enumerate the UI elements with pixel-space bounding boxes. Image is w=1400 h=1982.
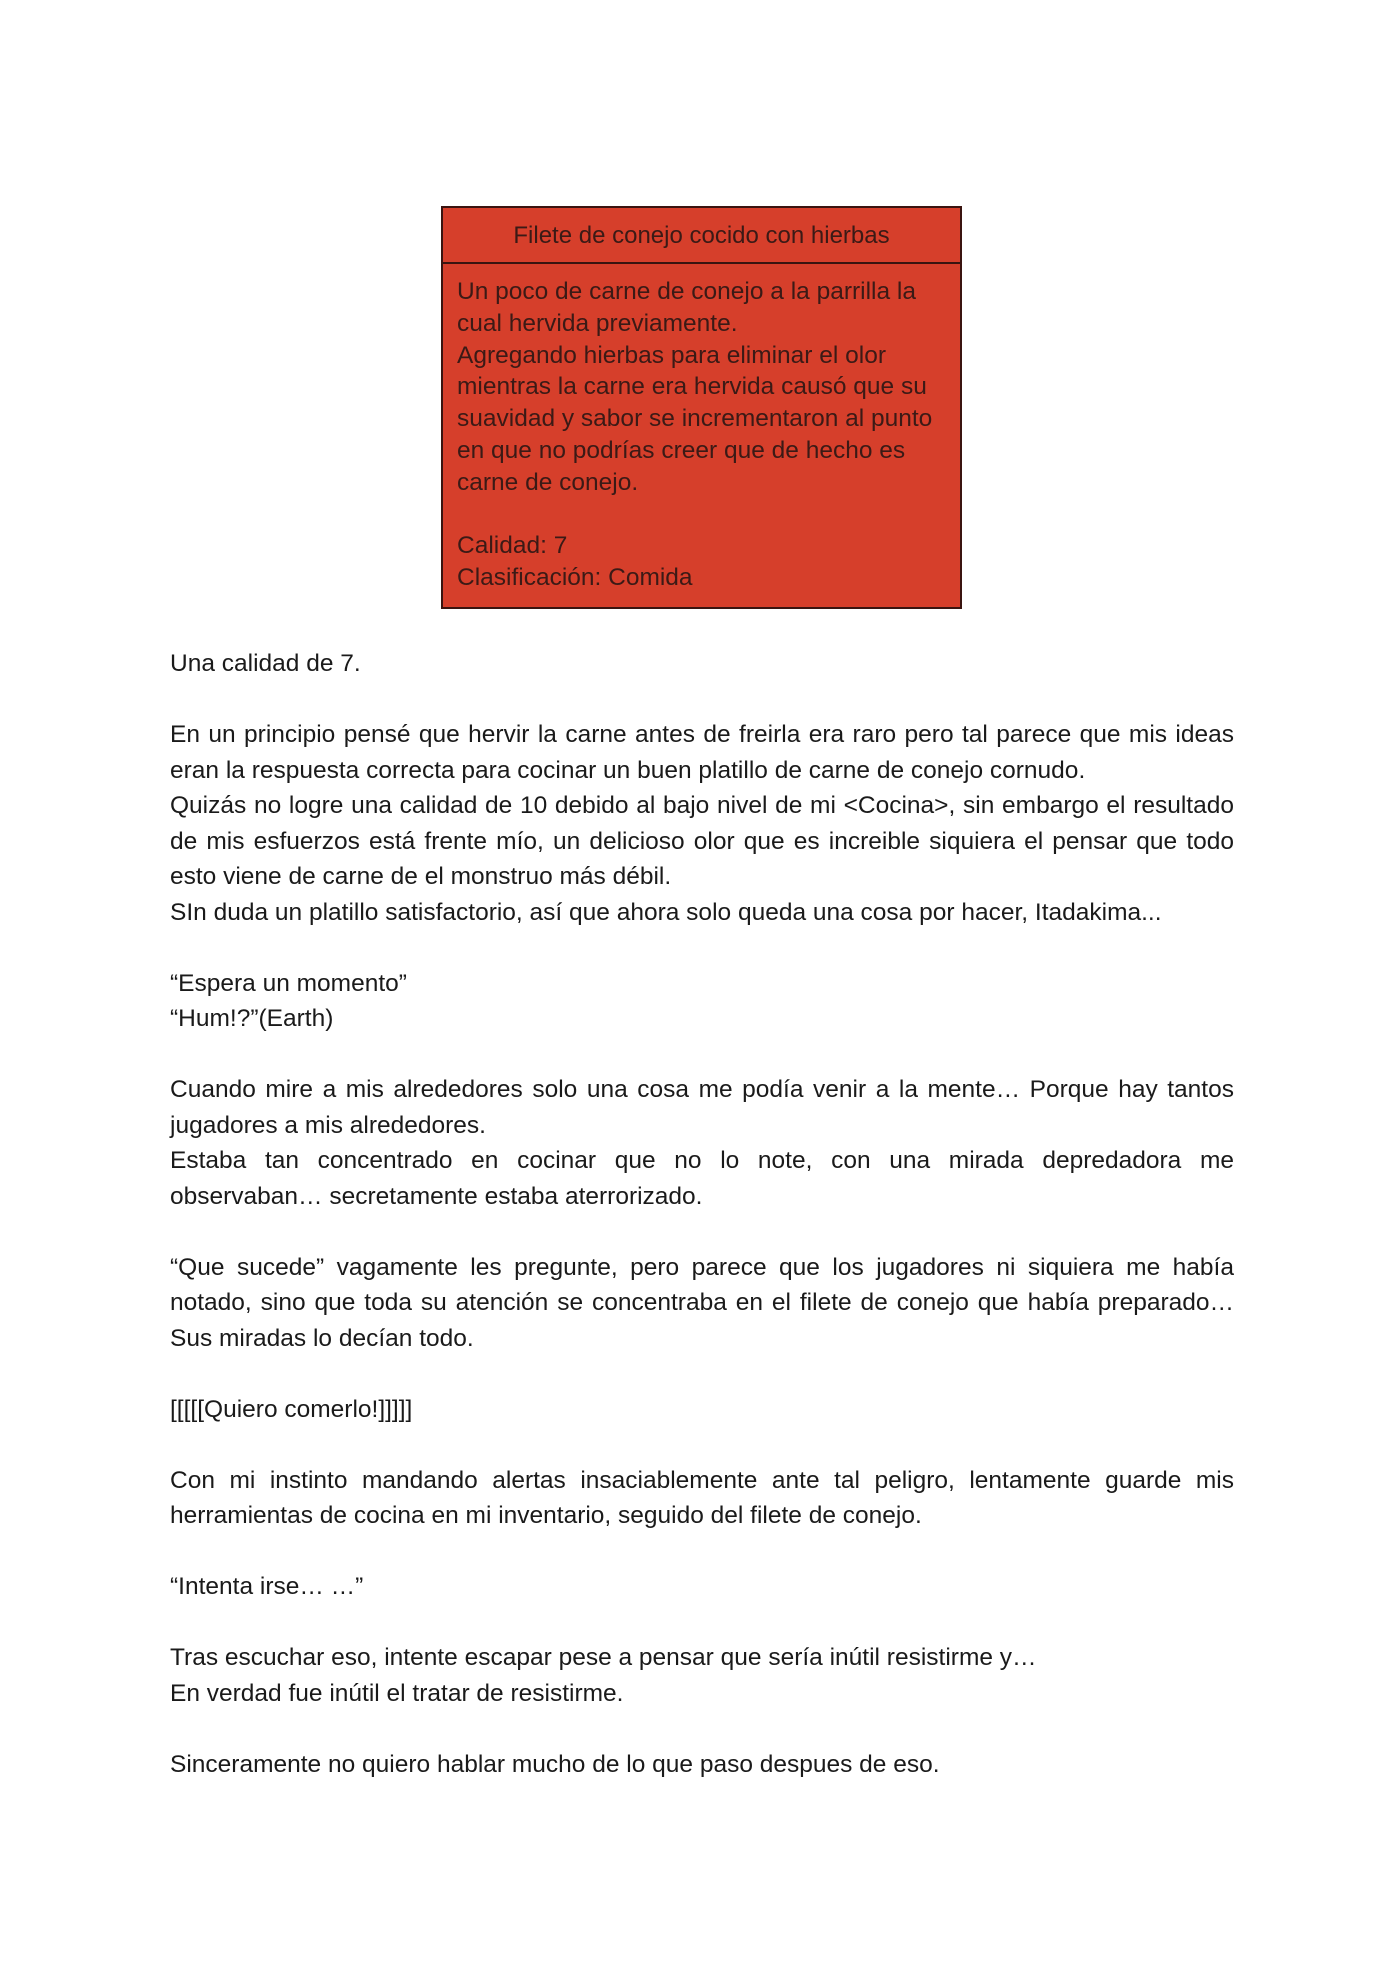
paragraph-2 [170, 717, 1234, 930]
item-body [443, 264, 960, 594]
text-line: En verdad fue inútil el tratar de resistirme. [170, 1679, 624, 1707]
paragraph-3 [170, 966, 1234, 1037]
text-line: En un principio pensé que hervir la carne antes de freirla era raro pero tal parece que mis ideas eran la respuesta correcta para cocinar un buen platillo de carne de conejo cornudo. [170, 721, 1234, 784]
text-line: Una calidad de 7. [170, 650, 361, 677]
text-line: Cuando mire a mis alrededores solo una cosa me podía venir a la mente… Porque hay tantos jugadores a mis alrededores. [170, 1076, 1234, 1139]
item-stats [457, 530, 946, 594]
item-title: Filete de conejo cocido con hierbas [443, 208, 960, 264]
text-line: “Que sucede” vagamente les pregunte, pero parece que los jugadores ni siquiera me había notado, sino que toda su atención se concentraba en el filete de conejo que había preparado… Sus miradas lo decían todo. [170, 1253, 1234, 1352]
item-description: Un poco de carne de conejo a la parrilla la cual hervida previamente. Agregando hierbas para eliminar el olor mientras la carne era hervida causó que su suavidad y sabor se incrementaron al punto en que no podrías creer que de hecho es carne de conejo. [457, 278, 933, 496]
text-line: “Espera un momento” [170, 969, 407, 997]
text-line: Sinceramente no quiero hablar mucho de lo que paso despues de eso. [170, 1750, 940, 1778]
story-text [170, 646, 1234, 1818]
text-line: [[[[[Quiero comerlo!]]]]] [170, 1395, 413, 1423]
paragraph-6 [170, 1392, 1234, 1428]
paragraph-10 [170, 1747, 1234, 1783]
paragraph-5 [170, 1250, 1234, 1357]
paragraph-1 [170, 646, 1234, 682]
item-description-card [441, 206, 962, 609]
text-line: Tras escuchar eso, intente escapar pese a pensar que sería inútil resistirme y… [170, 1644, 1037, 1671]
paragraph-4 [170, 1072, 1234, 1214]
text-line: SIn duda un platillo satisfactorio, así que ahora solo queda una cosa por hacer, Itadakima... [170, 898, 1162, 926]
text-line: “Intenta irse… …” [170, 1573, 364, 1600]
text-line: Quizás no logre una calidad de 10 debido al bajo nivel de mi <Cocina>, sin embargo el resultado de mis esfuerzos está frente mío, un delicioso olor que es increible siquiera el pensar que todo esto viene de carne de el monstruo más débil. [170, 792, 1234, 890]
text-line: “Hum!?”(Earth) [170, 1005, 334, 1032]
paragraph-7 [170, 1463, 1234, 1534]
paragraph-8 [170, 1569, 1234, 1605]
item-classification: Clasificación: Comida [457, 564, 693, 592]
item-quality: Calidad: 7 [457, 532, 568, 560]
text-line: Estaba tan concentrado en cocinar que no lo note, con una mirada depredadora me observaban… secretamente estaba aterrorizado. [170, 1147, 1234, 1210]
text-line: Con mi instinto mandando alertas insaciablemente ante tal peligro, lentamente guarde mis herramientas de cocina en mi inventario, seguido del filete de conejo. [170, 1466, 1234, 1529]
paragraph-9 [170, 1640, 1234, 1711]
